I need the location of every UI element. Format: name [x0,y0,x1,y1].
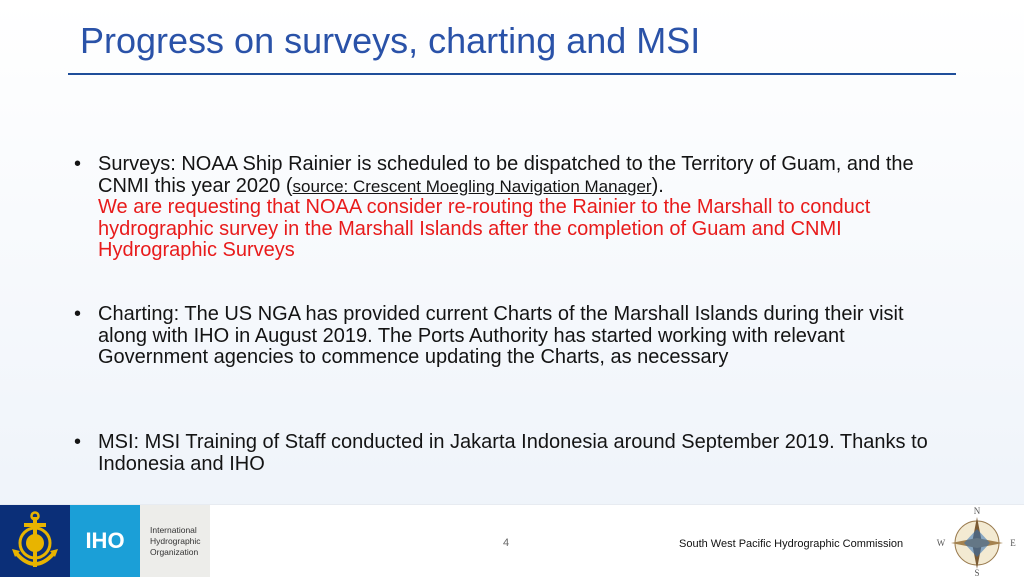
bullet-text [98,154,954,262]
anchor-crest-icon [0,505,70,577]
bullet-msi [74,432,954,475]
iho-organization-name [140,505,210,577]
bullet-marker: • [74,153,82,175]
bullet-surveys [74,154,954,262]
title-divider [68,73,956,75]
org-name-line: International [150,525,197,535]
bullet-marker: • [74,303,82,325]
bullet-text: MSI: MSI Training of Staff conducted in Jakarta Indonesia around September 2019. Thanks to Indonesia and IHO [98,431,928,475]
org-name-line: Organization [150,547,199,557]
compass-letter-w: W [936,538,946,548]
iho-logo: IHO [70,505,140,577]
commission-name: South West Pacific Hydrographic Commission [679,538,904,550]
surveys-text: Surveys: NOAA Ship Rainier is scheduled to be dispatched to the Territory of Guam, and the CNMI this year 2020 ( [98,153,914,197]
compass-letter-e: E [1010,538,1016,548]
bullet-text: Charting: The US NGA has provided current Charts of the Marshall Islands during their visit along with IHO in August 2019. The Ports Authority has started working with relevant Government agencies to commence updating the Charts, as necessary [98,303,904,368]
slide-footer [0,504,1024,577]
compass-rose-icon [934,505,1020,577]
compass-letter-n: N [973,506,981,516]
source-link[interactable]: source: Crescent Moegling Navigation Manager [292,176,652,196]
iho-crest-logo [0,505,70,577]
compass-letter-s: S [974,568,980,577]
surveys-text-end: ). [651,174,664,197]
org-name-line: Hydrographic [150,536,201,546]
bullet-charting [74,304,954,369]
page-number: 4 [503,537,510,549]
rerouting-request-text: We are requesting that NOAA consider re-routing the Rainier to the Marshall to conduct hydrographic survey in the Marshall Islands after the completion of Guam and CNMI Hydrographic Surveys [98,196,871,261]
bullet-marker: • [74,431,82,453]
slide-title: Progress on surveys, charting and MSI [80,20,701,61]
